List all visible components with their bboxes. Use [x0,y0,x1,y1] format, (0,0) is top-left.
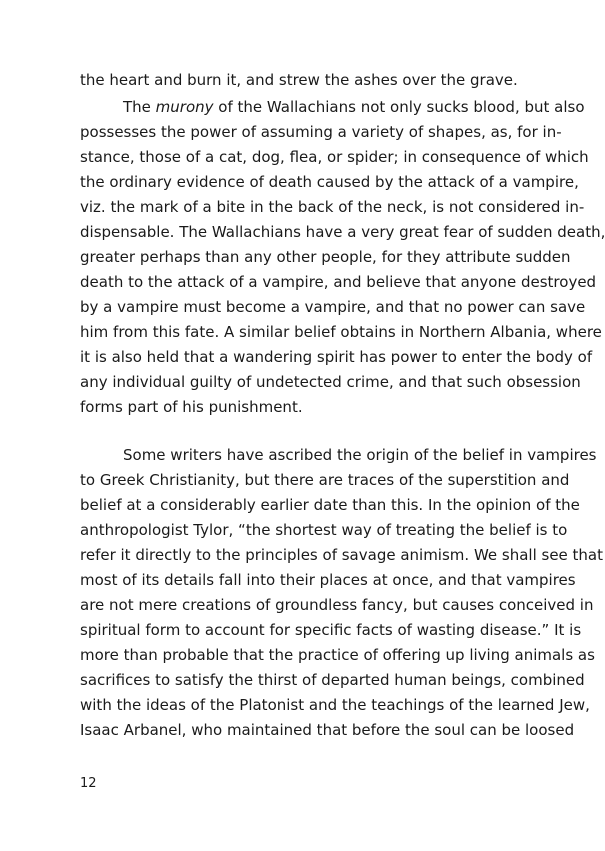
paragraph-2-line: it is also held that a wandering spirit has power to enter the body of [80,348,593,366]
paragraph-3-line: Isaac Arbanel, who maintained that before the soul can be loosed [80,721,575,739]
paragraph-2-line [123,95,585,119]
paragraph-1-line: the heart and burn it, and strew the ashes over the grave. [80,71,518,89]
paragraph-2-line: greater perhaps than any other people, for they attribute sudden [80,248,571,266]
text-run: of the Wallachians not only sucks blood, but also [213,98,585,116]
paragraph-3-line: to Greek Christianity, but there are traces of the superstition and [80,471,570,489]
paragraph-2-line: by a vampire must become a vampire, and that no power can save [80,298,586,316]
paragraph-3-line: refer it directly to the principles of savage animism. We shall see that [80,546,604,564]
paragraph-2-line: dispensable. The Wallachians have a very great fear of sudden death, [80,223,605,241]
paragraph-3-line: belief at a considerably earlier date than this. In the opinion of the [80,496,580,514]
page-number: 12 [80,776,97,791]
paragraph-2-line: possesses the power of assuming a variety of shapes, as, for in- [80,123,562,141]
paragraph-2-line: viz. the mark of a bite in the back of the neck, is not considered in- [80,198,585,216]
paragraph-3-line: are not mere creations of groundless fancy, but causes conceived in [80,596,594,614]
paragraph-3-line: anthropologist Tylor, “the shortest way of treating the belief is to [80,521,568,539]
text-run: The [123,98,156,116]
paragraph-3-line: sacrifices to satisfy the thirst of departed human beings, combined [80,671,585,689]
paragraph-2-line: death to the attack of a vampire, and believe that anyone destroyed [80,273,597,291]
paragraph-2-line: stance, those of a cat, dog, flea, or spider; in consequence of which [80,148,589,166]
paragraph-2-line: forms part of his punishment. [80,398,303,416]
paragraph-3-line: more than probable that the practice of offering up living animals as [80,646,595,664]
paragraph-2-line: him from this fate. A similar belief obtains in Northern Albania, where [80,323,602,341]
paragraph-3-line: spiritual form to account for specific facts of wasting disease.” It is [80,621,582,639]
paragraph-2-line: any individual guilty of undetected crime, and that such obsession [80,373,581,391]
emphasis-murony: murony [155,98,214,116]
paragraph-3-line: most of its details fall into their places at once, and that vampires [80,571,576,589]
paragraph-2-line: the ordinary evidence of death caused by the attack of a vampire, [80,173,579,191]
paragraph-3-line: Some writers have ascribed the origin of the belief in vampires [123,446,597,464]
paragraph-3-line: with the ideas of the Platonist and the teachings of the learned Jew, [80,696,590,714]
